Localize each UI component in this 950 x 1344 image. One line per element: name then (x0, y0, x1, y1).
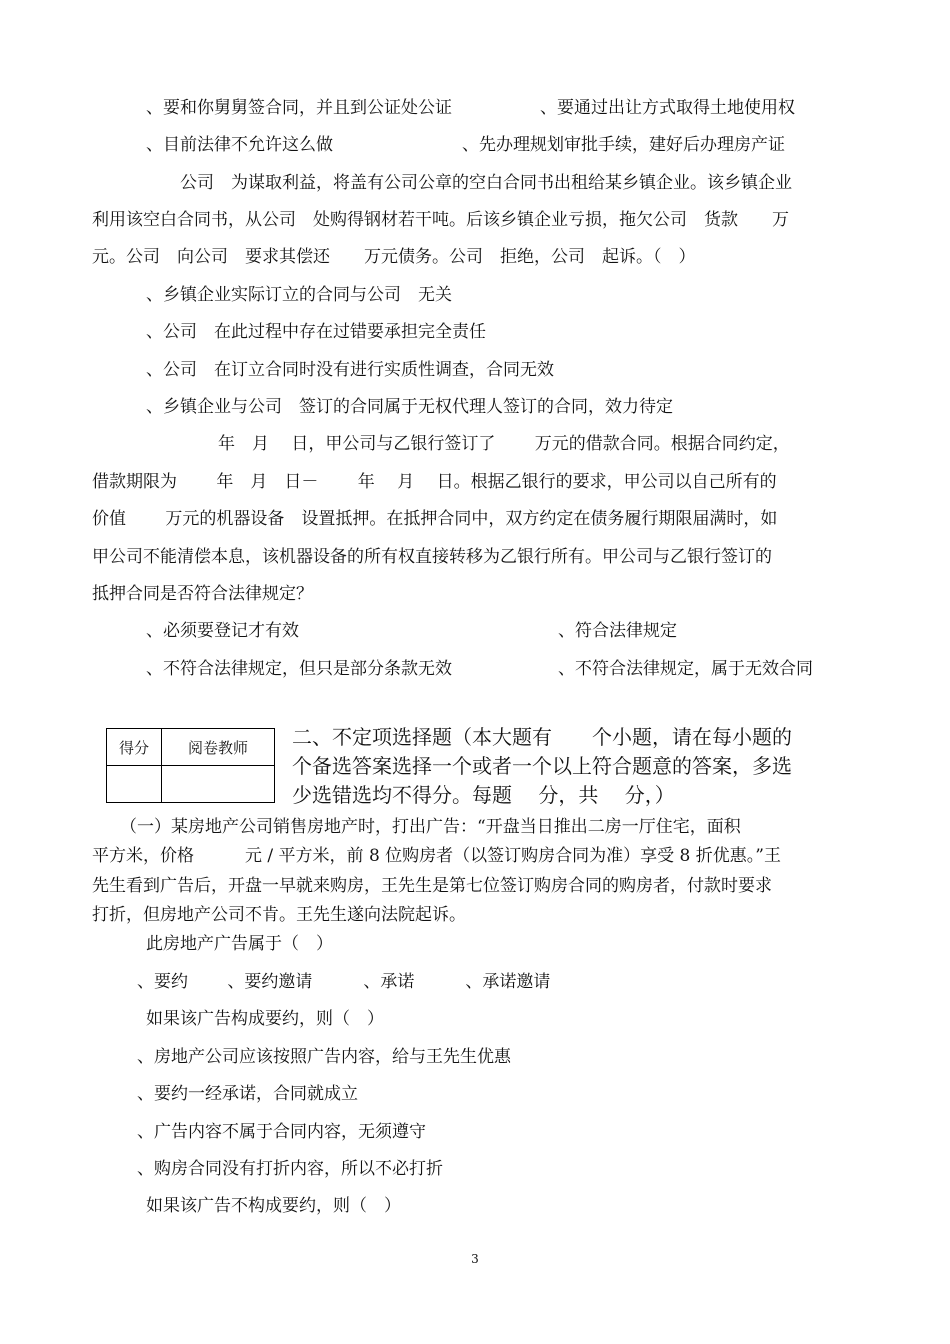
section-title-line: 少选错选均不得分。每题 分，共 分，） (292, 783, 675, 807)
option-line: 、必须要登记才有效 (146, 621, 299, 641)
option-line: 、房地产公司应该按照广告内容，给与王先生优惠 (137, 1047, 511, 1067)
score-table (106, 728, 275, 803)
case-line: 先生看到广告后，开盘一早就来购房，王先生是第七位签订购房合同的购房者，付款时要求 (92, 876, 772, 896)
para-line: 价值 万元的机器设备 设置抵押。在抵押合同中，双方约定在债务履行期限届满时，如 (92, 509, 778, 529)
option-line: 、不符合法律规定，属于无效合同 (558, 659, 813, 679)
line-2b: 、先办理规划审批手续，建好后办理房产证 (462, 135, 785, 155)
score-header: 得分 (107, 729, 162, 766)
grader-header: 阅卷教师 (162, 729, 275, 766)
line-2a: 、目前法律不允许这么做 (146, 135, 333, 155)
case-line: 打折，但房地产公司不肯。王先生遂向法院起诉。 (92, 905, 466, 925)
option-line: 、符合法律规定 (558, 621, 677, 641)
para-line: 利用该空白合同书，从公司 处购得钢材若干吨。后该乡镇企业亏损，拖欠公司 货款 万 (92, 210, 789, 230)
option-line: 、不符合法律规定，但只是部分条款无效 (146, 659, 452, 679)
para-line: 元。公司 向公司 要求其偿还 万元债务。公司 拒绝，公司 起诉。（ ） (92, 247, 696, 267)
section-title-line: 二、不定项选择题（本大题有 个小题，请在每小题的 (292, 725, 792, 749)
line-1b: 、要通过出让方式取得土地使用权 (540, 98, 795, 118)
option-line: 、广告内容不属于合同内容，无须遵守 (137, 1122, 426, 1142)
para-line: 甲公司不能清偿本息，该机器设备的所有权直接转移为乙银行所有。甲公司与乙银行签订的 (92, 547, 772, 567)
option-line: 、公司 在此过程中存在过错要承担完全责任 (146, 322, 486, 342)
section-title-line: 个备选答案选择一个或者一个以上符合题意的答案，多选 (292, 754, 792, 778)
page-number: 3 (471, 1252, 479, 1266)
para-line: 年 月 日，甲公司与乙银行签订了 万元的借款合同。根据合同约定， (218, 434, 790, 454)
para-line: 抵押合同是否符合法律规定？ (92, 584, 313, 604)
question-line: 此房地产广告属于（ ） (146, 934, 333, 954)
option-line: 、要约 、要约邀请 、承诺 、承诺邀请 (137, 972, 551, 992)
option-line: 、乡镇企业与公司 签订的合同属于无权代理人签订的合同，效力待定 (146, 397, 673, 417)
option-line: 、要约一经承诺，合同就成立 (137, 1084, 358, 1104)
case-line: 平方米，价格 元 / 平方米，前 8 位购房者（以签订购房合同为准）享受 8 折优惠。”王 (92, 846, 781, 866)
para-line: 借款期限为 年 月 日－ 年 月 日。根据乙银行的要求，甲公司以自己所有的 (92, 472, 777, 492)
option-line: 、公司 在订立合同时没有进行实质性调查，合同无效 (146, 360, 554, 380)
case-line: （一）某房地产公司销售房地产时，打出广告：“开盘当日推出二房一厅住宅，面积 (120, 817, 741, 837)
line-1a: 、要和你舅舅签合同，并且到公证处公证 (146, 98, 452, 118)
option-line: 、购房合同没有打折内容，所以不必打折 (137, 1159, 443, 1179)
grader-cell[interactable] (162, 766, 275, 803)
score-cell[interactable] (107, 766, 162, 803)
question-line: 如果该广告不构成要约，则（ ） (146, 1196, 401, 1216)
question-line: 如果该广告构成要约，则（ ） (146, 1009, 384, 1029)
para-line: 公司 为谋取利益，将盖有公司公章的空白合同书出租给某乡镇企业。该乡镇企业 (180, 173, 792, 193)
option-line: 、乡镇企业实际订立的合同与公司 无关 (146, 285, 452, 305)
